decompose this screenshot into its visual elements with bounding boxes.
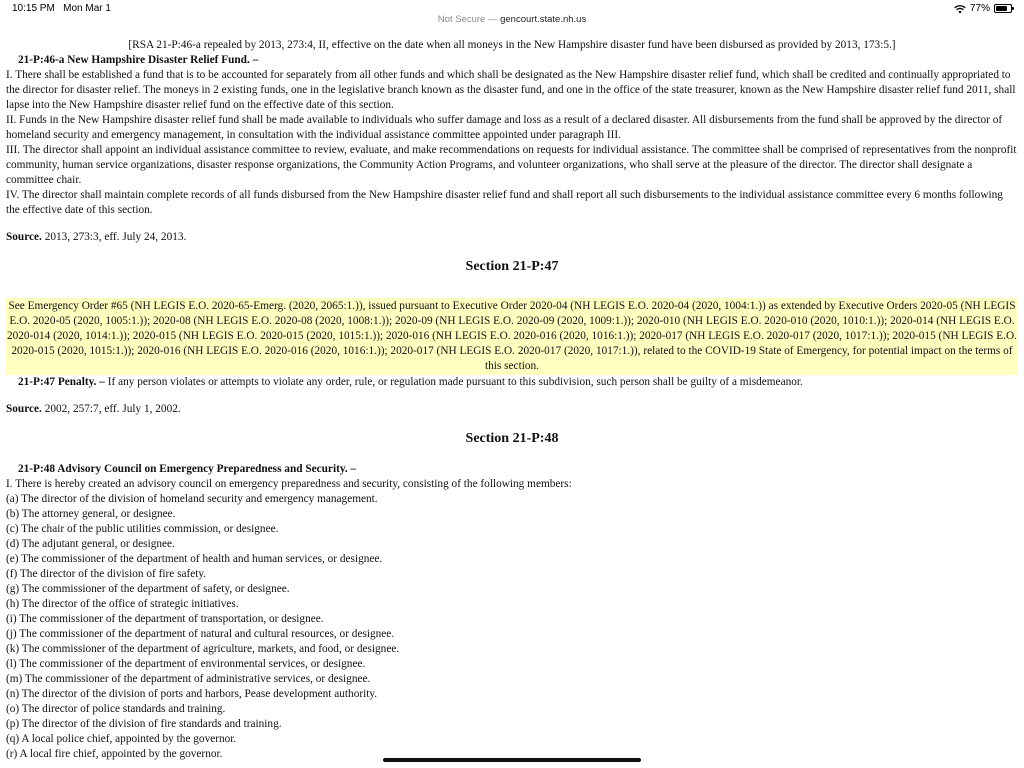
list-item: (g) The commissioner of the department of safety, or designee. bbox=[6, 583, 290, 595]
section-title-47: Section 21-P:47 bbox=[465, 259, 559, 274]
paragraph-46a-2: II. Funds in the New Hampshire disaster relief fund shall be made available to individuals who suffer damage and loss as a result of a declared disaster. All disbursements from the fund shall be approved by the director of homeland security and emergency management, in consultation with the individual assistance committee appointed under paragraph III. bbox=[6, 114, 1003, 141]
battery-icon bbox=[994, 4, 1012, 13]
source-text: 2013, 273:3, eff. July 24, 2013. bbox=[41, 231, 187, 243]
list-item: (h) The director of the office of strategic initiatives. bbox=[6, 598, 239, 610]
list-item: (o) The director of police standards and training. bbox=[6, 703, 226, 715]
home-indicator[interactable] bbox=[383, 758, 641, 762]
section-heading-48-text: 21-P:48 Advisory Council on Emergency Preparedness and Security. – bbox=[18, 463, 357, 475]
spacer bbox=[6, 245, 1018, 258]
document-content bbox=[6, 38, 1018, 762]
repeal-note: [RSA 21-P:46-a repealed by 2013, 273:4, II, effective on the date when all moneys in the New Hampshire disaster fund have been disbursed as provided by 2013, 173:5.] bbox=[128, 39, 896, 51]
status-time: 10:15 PM bbox=[12, 3, 55, 14]
list-item: (a) The director of the division of homeland security and emergency management. bbox=[6, 493, 378, 505]
list-item: (m) The commissioner of the department of administrative services, or designee. bbox=[6, 673, 371, 685]
spacer bbox=[6, 448, 1018, 462]
security-indicator[interactable]: Not Secure bbox=[437, 14, 486, 25]
list-item: (j) The commissioner of the department of natural and cultural resources, or designee. bbox=[6, 628, 395, 640]
source-label: Source. bbox=[6, 231, 42, 243]
list-item: (b) The attorney general, or designee. bbox=[6, 508, 176, 520]
url-separator: — bbox=[487, 14, 498, 25]
member-list bbox=[6, 492, 1018, 762]
source-46a bbox=[6, 230, 1018, 245]
list-item: (c) The chair of the public utilities commission, or designee. bbox=[6, 523, 279, 535]
battery-level-fill bbox=[996, 6, 1007, 11]
spacer bbox=[6, 390, 1018, 402]
list-item: (p) The director of the division of fire standards and training. bbox=[6, 718, 282, 730]
source-47 bbox=[6, 402, 1018, 417]
status-time-date bbox=[12, 3, 111, 14]
list-item: (k) The commissioner of the department of agriculture, markets, and food, or designee. bbox=[6, 643, 400, 655]
url-host[interactable]: gencourt.state.nh.us bbox=[500, 14, 587, 25]
section-48-intro: I. There is hereby created an advisory council on emergency preparedness and security, consisting of the following members: bbox=[6, 478, 572, 490]
paragraph-46a-1: I. There shall be established a fund that is to be accounted for separately from all other funds and which shall be designated as the New Hampshire disaster relief fund, which shall be credited and continually appropriated to the director for disaster relief. The moneys in 2 existing funds, one in the legislative branch known as the disaster fund, and one in the office of the state treasurer, known as the New Hampshire disaster relief fund 2011, shall lapse into the New Hampshire disaster relief fund on the effective date of this section. bbox=[6, 69, 1016, 111]
list-item: (r) A local fire chief, appointed by the governor. bbox=[6, 748, 223, 760]
list-item: (n) The director of the division of ports and harbors, Pease development authority. bbox=[6, 688, 378, 700]
section-heading-47: 21-P:47 Penalty. – bbox=[18, 376, 105, 388]
list-item: (e) The commissioner of the department of health and human services, or designee. bbox=[6, 553, 383, 565]
spacer bbox=[6, 417, 1018, 430]
emergency-order-note: See Emergency Order #65 (NH LEGIS E.O. 2020-65-Emerg. (2020, 2065:1.)), issued pursuant to Executive Order 2020-04 (NH LEGIS E.O. 2020-04 (2020, 1004:1.)) as extended by Executive Orders 2020-05 (NH LEGIS E.O. 2020-05 (2020, 1005:1.)); 2020-08 (NH LEGIS E.O. 2020-08 (2020, 1008:1.)); 2020-09 (NH LEGIS E.O. 2020-09 (2020, 1009:1.)); 2020-010 (NH LEGIS E.O. 2020-010 (2020, 1010:1.)); 2020-014 (NH LEGIS E.O. 2020-014 (2020, 1014:1.)); 2020-015 (NH LEGIS E.O. 2020-015 (2020, 1015:1.)); 2020-016 (NH LEGIS E.O. 2020-016 (2020, 1016:1.)); 2020-017 (NH LEGIS E.O. 2020-017 (2020, 1017:1.)); 2020-015 (NH LEGIS E.O. 2020-015 (2020, 1015:1.)); 2020-016 (NH LEGIS E.O. 2020-016 (2020, 1016:1.)); 2020-017 (NH LEGIS E.O. 2020-017 (2020, 1017:1.)), related to the COVID-19 State of Emergency, for potential impact on the terms of this section. bbox=[6, 298, 1018, 375]
paragraph-46a-4: IV. The director shall maintain complete records of all funds disbursed from the New Hampshire disaster relief fund and shall report all such disbursements to the individual assistance committee every 6 months following the effective date of this section. bbox=[6, 189, 1003, 216]
section-47-penalty bbox=[6, 375, 1018, 390]
section-heading-46a-text: 21-P:46-a New Hampshire Disaster Relief Fund. – bbox=[18, 54, 259, 66]
list-item: (d) The adjutant general, or designee. bbox=[6, 538, 175, 550]
section-heading-46a bbox=[6, 53, 1018, 68]
battery-percent: 77% bbox=[969, 3, 990, 14]
list-item: (f) The director of the division of fire safety. bbox=[6, 568, 207, 580]
source-label: Source. bbox=[6, 403, 42, 415]
source-text: 2002, 257:7, eff. July 1, 2002. bbox=[41, 403, 181, 415]
spacer bbox=[6, 276, 1018, 298]
list-item: (l) The commissioner of the department of environmental services, or designee. bbox=[6, 658, 366, 670]
paragraph-46a-3: III. The director shall appoint an individual assistance committee to review, evaluate, and make recommendations on requests for individual assistance. The committee shall be comprised of representatives from the nonprofit community, human service organizations, disaster response organizations, the Community Action Programs, and volunteer organizations, who shall serve at the pleasure of the director. The director shall designate a committee chair. bbox=[6, 144, 1017, 186]
spacer bbox=[6, 218, 1018, 230]
section-47-text: If any person violates or attempts to violate any order, rule, or regulation made pursuant to this subdivision, such person shall be guilty of a misdemeanor. bbox=[104, 376, 803, 388]
section-heading-48 bbox=[6, 462, 1018, 477]
list-item: (i) The commissioner of the department of transportation, or designee. bbox=[6, 613, 324, 625]
address-bar[interactable] bbox=[0, 14, 1024, 30]
status-right bbox=[954, 3, 1012, 14]
section-title-48: Section 21-P:48 bbox=[465, 431, 559, 446]
status-date: Mon Mar 1 bbox=[63, 3, 111, 14]
list-item: (q) A local police chief, appointed by the governor. bbox=[6, 733, 237, 745]
wifi-icon bbox=[954, 4, 966, 14]
